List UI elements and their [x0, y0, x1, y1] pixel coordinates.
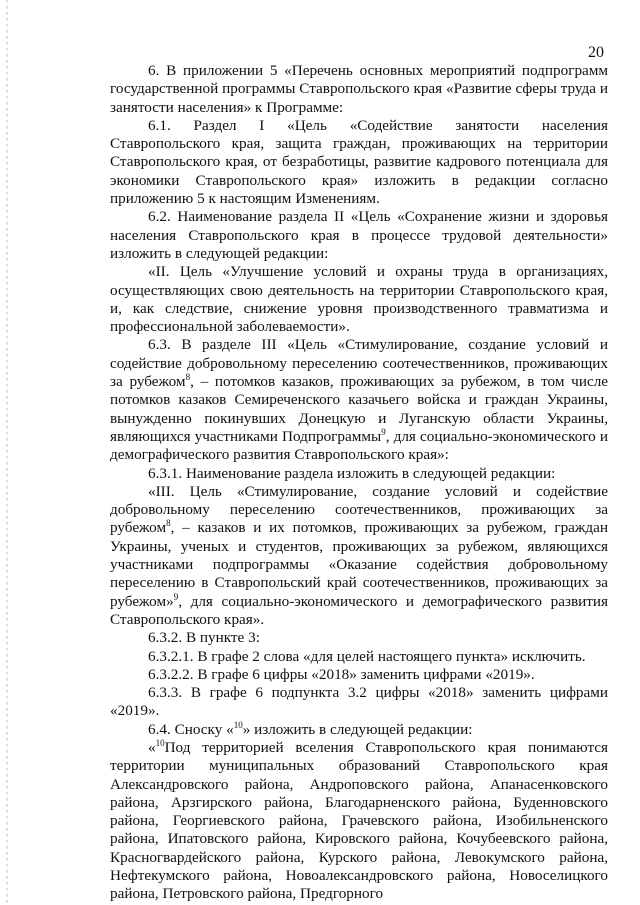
paragraph: 6.4. Сноску «$^{10}$» изложить в следующей редакции:: [148, 719, 473, 738]
paragraph: 6.3. В разделе III «Цель «Стимулирование, создание условий и содействие добровольному переселению соотечественников, проживающих за рубежом$^8$, – потомков казаков, проживающих за рубежом, в том числе потомков казаков Семиреченского казачьего войска и граждан Украины, вынужденно покинувших Донецкую и Луганскую области Украины, являющихся участниками Подпрограммы$^9$, для социально-экономического и демографического развития Ставропольского края»:: [110, 336, 609, 464]
paragraph: 6.3.1. Наименование раздела изложить в следующей редакции:: [148, 464, 556, 482]
paragraph: 6.3.3. В графе 6 подпункта 3.2 цифры «2018» заменить цифрами «2019».: [110, 684, 608, 720]
footnote-ref: 8: [166, 518, 171, 529]
page-number: 20: [588, 44, 604, 61]
paragraph: 6.3.2.1. В графе 2 слова «для целей настоящего пункта» исключить.: [148, 647, 586, 665]
paragraph: «III. Цель «Стимулирование, создание условий и содействие добровольному переселению соотечественников, проживающих за рубежом$^8$, – казаков и их потомков, проживающих за рубежом, граждан Украины, ученых и студентов, проживающих за рубежом, являющихся участниками подпрограммы «Оказание содействия добровольному переселению в Ставропольский край соотечественников, проживающих за рубежом»$^9$, для социально-экономического и демографического развития Ставропольского края».: [110, 482, 608, 628]
paragraph: 6.1. Раздел I «Цель «Содействие занятости населения Ставропольского края, защита граждан, проживающих на территории Ставропольского края, от безработицы, развитие кадрового потенциала для экономики Ставропольского края» изложить в редакции согласно приложению 5 к настоящим Изменениям.: [110, 116, 608, 208]
paragraph: 6. В приложении 5 «Перечень основных мероприятий подпрограмм государственной программы Ставропольского края «Развитие сферы труда и занятости населения» к Программе:: [110, 62, 608, 116]
paragraph: 6.3.2.2. В графе 6 цифры «2018» заменить цифрами «2019».: [148, 665, 535, 683]
footnote-ref: 9: [381, 426, 386, 437]
scan-edge-artifact: [6, 0, 8, 905]
paragraph: «$^{10}$Под территорией вселения Ставропольского края понимаются территории муниципальных образований Ставропольского края Александровского района, Андроповского района, Апанасенковского района, Арзгирского района, Благодарненского района, Буденновского района, Георгиевского района, Грачевского района, Изобильненского района, Ипатовского района, Кировского района, Кочубеевского района, Красногвардейского района, Курского района, Левокумского района, Нефтекумского района, Новоалександровского района, Новоселицкого района, Петровского района, Предгорного: [110, 737, 608, 903]
footnote-ref: 10: [155, 737, 165, 748]
footnote-ref: 10: [233, 719, 243, 730]
footnote-ref: 8: [185, 372, 191, 383]
paragraph: 6.3.2. В пункте 3:: [148, 629, 260, 647]
paragraph: 6.2. Наименование раздела II «Цель «Сохранение жизни и здоровья населения Ставропольского края в процессе трудовой деятельности» изложить в следующей редакции:: [110, 208, 608, 262]
document-body: [110, 62, 608, 904]
footnote-ref: 9: [173, 591, 179, 602]
paragraph: «II. Цель «Улучшение условий и охраны труда в организациях, осуществляющих свою деятельность на территории Ставропольского края, и, как следствие, снижение уровня производственного травматизма и профессиональной заболеваемости».: [110, 263, 608, 336]
